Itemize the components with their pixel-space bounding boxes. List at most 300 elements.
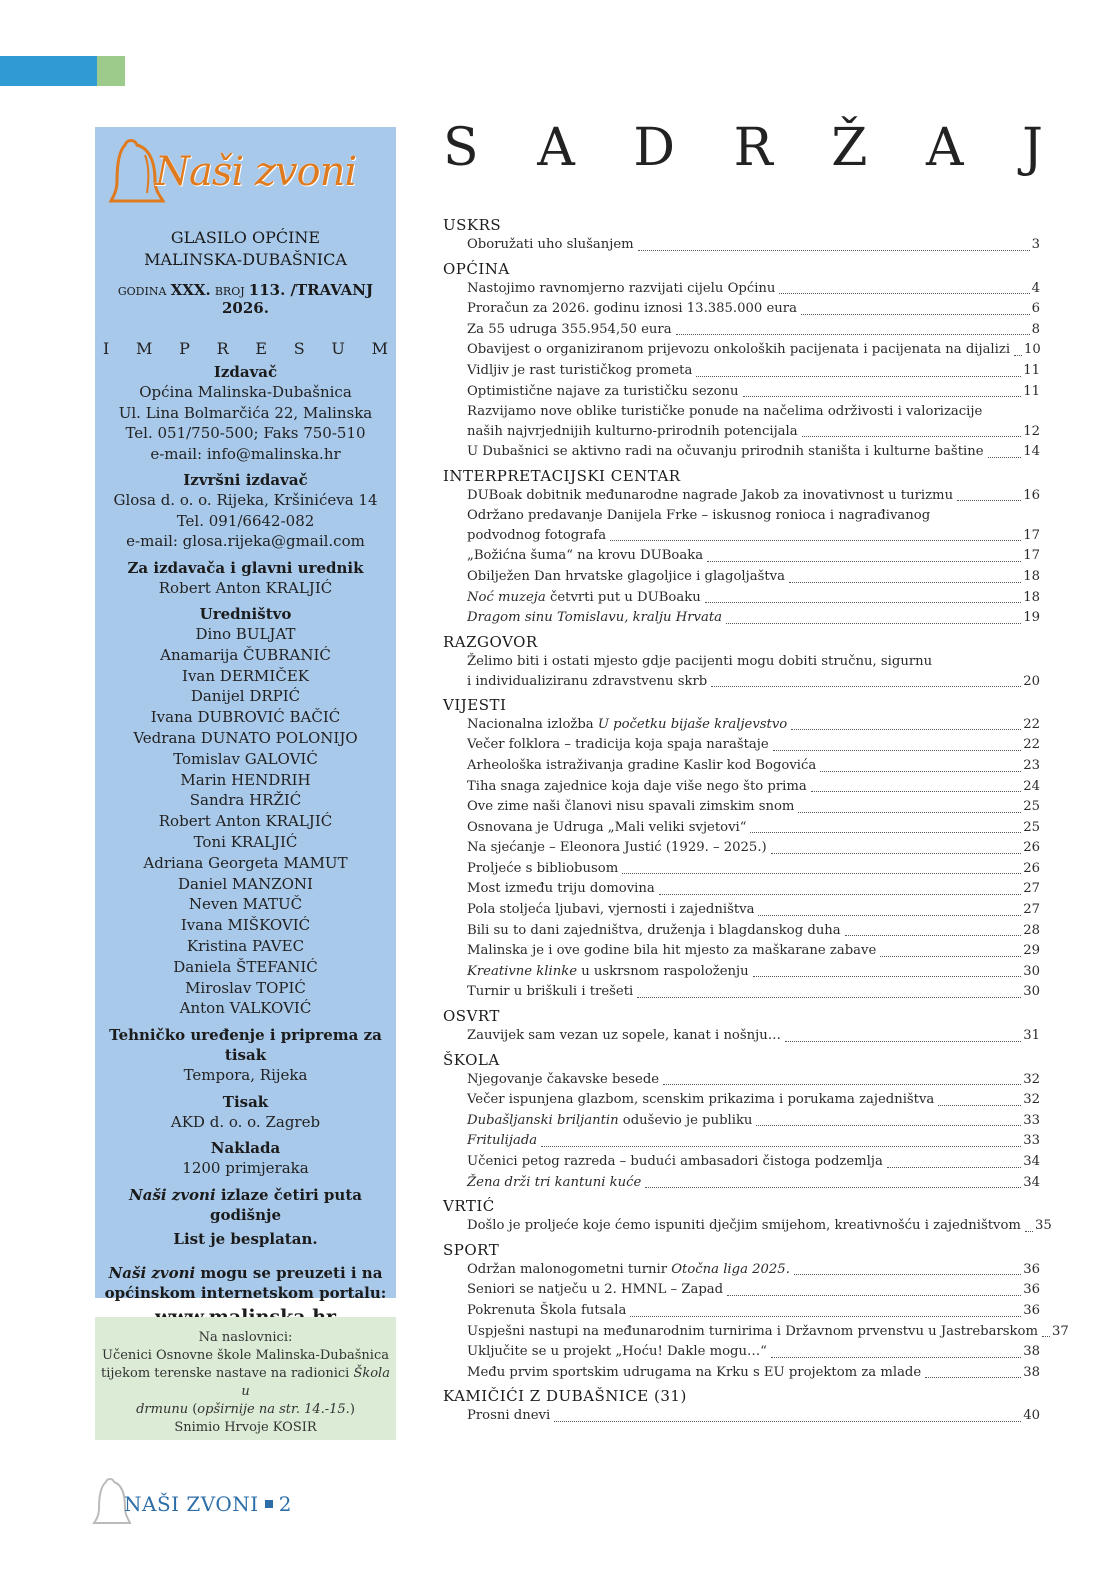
toc-page-number: 19 [1023, 610, 1040, 626]
toc-entry-title [467, 1363, 921, 1384]
masthead-logo [95, 127, 396, 223]
toc-leader-dots [707, 561, 1021, 562]
toc-entry-title [467, 777, 807, 798]
toc-page-number: 28 [1023, 922, 1040, 938]
impresum-letter: P [179, 339, 190, 358]
toc-entry-title-italic: Dragom sinu Tomislavu, kralju Hrvata [467, 610, 723, 626]
staff-member: Adriana Georgeta MAMUT [143, 853, 348, 872]
toc-page-number: 17 [1023, 548, 1040, 564]
toc-entry-title [467, 1152, 883, 1173]
toc-entry[interactable] [443, 320, 1040, 341]
toc-entry[interactable] [443, 900, 1040, 921]
page-title [443, 118, 1043, 188]
staff-list [95, 624, 396, 1019]
publisher-line: Tel. 051/750-500; Faks 750-510 [125, 424, 366, 442]
toc-leader-dots [1042, 1336, 1050, 1337]
toc-page-number: 22 [1023, 716, 1040, 732]
toc-entry-title-cont: podvodnog fotografa [467, 528, 607, 544]
toc-section-heading: OSVRT [443, 1007, 500, 1026]
toc-entry-title-text: Proračun za 2026. godinu iznosi 13.385.000 eura [467, 301, 797, 317]
footer-square [265, 1500, 273, 1508]
staff-label: Uredništvo [199, 605, 292, 623]
toc-entry[interactable] [443, 608, 1040, 629]
toc-entry[interactable] [443, 442, 1040, 463]
circulation-label: Naklada [210, 1139, 281, 1158]
toc-leader-dots [726, 623, 1021, 624]
toc-entry-title-text: Oboružati uho slušanjem [467, 237, 634, 252]
toc-entry[interactable] [443, 1322, 1069, 1343]
toc-entry-title-text: DUBoak dobitnik međunarodne nagrade Jakob za inovativnost u turizmu [467, 487, 954, 503]
toc-section-heading: INTERPRETACIJSKI CENTAR [443, 466, 681, 485]
toc-page-number: 6 [1031, 301, 1040, 317]
toc-entry-title-text: Došlo je proljeće koje ćemo ispuniti dječjim smijehom, kreativnošću i zajedništvom [467, 1218, 1021, 1234]
toc-page-number: 23 [1023, 757, 1040, 773]
toc-page-number: 26 [1023, 860, 1040, 876]
toc-entry-title [467, 715, 787, 736]
toc-page-number: 11 [1023, 383, 1040, 399]
toc-entry[interactable] [443, 567, 1040, 588]
toc-leader-dots [630, 1316, 1021, 1317]
title-letter: D [633, 118, 676, 178]
toc-entry-row [467, 422, 1040, 442]
title-letter: A [926, 118, 964, 178]
toc-entry[interactable] [443, 818, 1040, 839]
toc-entry-title-italic: Otočna liga 2025. [671, 1261, 790, 1277]
toc-leader-dots [794, 1274, 1021, 1275]
toc-section-heading: KAMIČIĆI Z DUBAŠNICE (31) [443, 1387, 687, 1406]
toc-entry[interactable] [443, 879, 1040, 900]
editor-label: Za izdavača i glavni urednik [127, 558, 364, 577]
toc-entry[interactable] [443, 941, 1040, 962]
toc-entry[interactable] [443, 1342, 1040, 1363]
toc-leader-dots [880, 956, 1021, 957]
toc-entry-title [467, 235, 634, 256]
cover-line3 [95, 1401, 396, 1419]
toc-entry[interactable] [443, 859, 1040, 880]
footer-publication: NAŠI ZVONI [124, 1492, 259, 1516]
staff-member: Vedrana DUNATO POLONIJO [133, 728, 358, 747]
download-italic: Naši zvoni [108, 1263, 196, 1282]
toc-entry-title [467, 567, 785, 588]
toc-entry[interactable] [443, 777, 1040, 798]
toc-entry[interactable] [443, 1301, 1040, 1322]
download-text [95, 1263, 396, 1283]
page-footer [92, 1476, 392, 1532]
frequency-rest: izlaze četiri puta godišnje [209, 1185, 362, 1224]
download-rest: mogu se preuzeti i na [195, 1263, 383, 1282]
cover-line3d: ) [349, 1402, 355, 1417]
toc-entry-title [467, 1026, 781, 1047]
cover-line3b: ( [188, 1402, 198, 1417]
toc-page-number: 16 [1023, 487, 1040, 503]
toc-entry-title [467, 1322, 1038, 1343]
toc-entry-title-text: Uključite se u projekt „Hoću! Dakle mogu…“ [467, 1344, 767, 1360]
toc-section-heading: SPORT [443, 1240, 500, 1259]
toc-leader-dots [659, 894, 1021, 895]
toc-page-number: 22 [1023, 737, 1040, 753]
toc-page-number: 25 [1023, 819, 1040, 835]
staff-member: Marin HENDRIH [180, 770, 311, 789]
toc-page-number: 38 [1023, 1364, 1040, 1380]
toc-entry-title-cont: i individualiziranu zdravstvenu skrb [467, 673, 708, 689]
toc-entry[interactable] [443, 1260, 1040, 1281]
toc-entry-title [467, 1260, 790, 1281]
toc-entry[interactable] [443, 1216, 1052, 1237]
print-value: AKD d. o. o. Zagreb [170, 1112, 321, 1131]
toc-page-number: 20 [1023, 673, 1040, 689]
toc-entry-title: Održano predavanje Danijela Frke – iskusnog ronioca i nagrađivanog [467, 508, 931, 524]
toc-entry-title [467, 608, 722, 629]
toc-leader-dots [798, 812, 1021, 813]
toc-entry[interactable] [443, 962, 1040, 983]
toc-leader-dots [811, 791, 1022, 792]
frequency-text [95, 1185, 396, 1225]
footer-title [124, 1492, 292, 1516]
cover-line2b: Škola u [241, 1366, 390, 1399]
toc-leader-dots [750, 832, 1021, 833]
toc-entry[interactable] [443, 1070, 1040, 1091]
toc-leader-dots [988, 457, 1022, 458]
toc-entry-title-text: Osnovana je Udruga „Mali veliki svjetovi“ [467, 819, 747, 835]
toc-leader-dots [645, 1187, 1021, 1188]
toc-page-number: 10 [1024, 342, 1041, 358]
toc-leader-dots [938, 1105, 1021, 1106]
toc-entry-title-italic: Žena drži tri kantuni kuće [467, 1174, 642, 1190]
toc-entry[interactable] [443, 1406, 1040, 1427]
toc-entry[interactable] [443, 546, 1040, 567]
toc-entry-title [467, 1216, 1021, 1237]
toc-page-number: 29 [1023, 943, 1040, 959]
cover-line3c: opširnije na str. 14.-15. [197, 1402, 350, 1417]
toc-entry-title-text: Među prvim sportskim udrugama na Krku s EU projektom za mlade [467, 1364, 922, 1380]
toc-leader-dots [925, 1377, 1021, 1378]
exec-publisher-line: Glosa d. o. o. Rijeka, Kršinićeva 14 [113, 491, 378, 509]
toc-entry-title-text: Ove zime naši članovi nisu spavali zimskim snom [467, 799, 795, 815]
toc-leader-dots [773, 750, 1022, 751]
toc-entry-title-text: Učenici petog razreda – budući ambasadori čistoga podzemlja [467, 1154, 883, 1169]
toc-page-number: 30 [1023, 984, 1040, 1000]
toc-entry-title [467, 879, 655, 900]
toc-entry[interactable] [443, 921, 1040, 942]
toc-entry-title-text: Obavijest o organiziranom prijevozu onkoloških pacijenata i pacijenata na dijalizi [467, 342, 1011, 358]
toc-page-number: 12 [1023, 424, 1040, 440]
issue-info [95, 281, 396, 317]
toc-entry-title [467, 1342, 767, 1363]
print-label: Tisak [222, 1092, 269, 1111]
toc-page-number: 33 [1023, 1133, 1040, 1149]
toc-leader-dots [1025, 1231, 1033, 1232]
toc-entry-title [467, 1280, 723, 1301]
toc-entry-title-text: Pola stoljeća ljubavi, vjernosti i zajedništva [467, 902, 755, 918]
toc-entry-title [467, 982, 633, 1003]
toc-entry-title-text: Turnir u briškuli i trešeti [467, 984, 634, 1000]
toc-entry-title [467, 1111, 752, 1132]
toc-entry-title-text: četvrti put u DUBoaku [545, 589, 701, 605]
toc-page-number: 26 [1023, 840, 1040, 856]
table-of-contents [443, 215, 1069, 1427]
issue-number: 113. /TRAVANJ 2026. [222, 281, 374, 317]
staff-member: Ivana MIŠKOVIĆ [180, 916, 311, 935]
staff-member: Anamarija ČUBRANIĆ [160, 645, 331, 664]
toc-entry[interactable] [443, 402, 1040, 442]
toc-page-number: 40 [1023, 1408, 1040, 1424]
frequency-italic: Naši zvoni [129, 1185, 216, 1204]
staff-member: Sandra HRŽIĆ [189, 791, 302, 810]
toc-section-heading: ŠKOLA [443, 1050, 500, 1069]
toc-leader-dots [887, 1167, 1021, 1168]
toc-entry-title-text: Uspješni nastupi na međunarodnim turnirima i Državnom prvenstvu u Jastrebarskom [467, 1323, 1038, 1339]
toc-entry-title [467, 735, 769, 756]
toc-entry[interactable] [443, 588, 1040, 609]
toc-leader-dots [785, 1041, 1021, 1042]
toc-entry-title-text: Vidljiv je rast turističkog prometa [467, 362, 693, 378]
staff-member: Dino BULJAT [195, 625, 296, 643]
toc-entry[interactable] [443, 361, 1040, 382]
toc-entry[interactable] [443, 506, 1040, 546]
staff-member: Neven MATUČ [188, 895, 303, 914]
toc-leader-dots [845, 935, 1022, 936]
publisher-label: Izdavač [213, 363, 278, 381]
toc-section-heading: VRTIĆ [443, 1197, 495, 1216]
toc-entry-title-text: Nacionalna izložba [467, 716, 598, 732]
toc-page-number: 32 [1023, 1092, 1040, 1108]
toc-entry-title: Razvijamo nove oblike turističke ponude na načelima održivosti i valorizacije [467, 404, 983, 420]
toc-leader-dots [610, 540, 1021, 541]
staff-member: Robert Anton KRALJIĆ [158, 812, 333, 831]
toc-leader-dots [622, 873, 1021, 874]
editor-name: Robert Anton KRALJIĆ [158, 578, 333, 597]
impresum-letter: U [331, 339, 345, 358]
toc-entry-title-text: Večer ispunjena glazbom, scenskim prikazima i porukama zajedništva [467, 1092, 935, 1108]
toc-entry-title-italic: Kreativne klinke [467, 963, 577, 979]
toc-entry-title [467, 1406, 550, 1427]
toc-entry-title [467, 320, 672, 341]
issue-year: XXX. [170, 281, 211, 299]
toc-page-number: 27 [1023, 902, 1040, 918]
toc-entry-title: Želimo biti i ostati mjesto gdje pacijenti mogu dobiti stručnu, sigurnu [467, 653, 933, 669]
toc-entry-title [467, 382, 739, 403]
toc-entry-title-text: Proljeće s bibliobusom [467, 860, 619, 876]
issue-word: BROJ [214, 285, 245, 298]
toc-leader-dots [705, 602, 1022, 603]
toc-entry-title [467, 921, 841, 942]
toc-entry[interactable] [443, 486, 1040, 507]
publisher-line: Ul. Lina Bolmarčića 22, Malinska [118, 403, 373, 422]
toc-entry-title-text: Malinska je i ove godine bila hit mjesto za maškarane zabave [467, 943, 877, 959]
toc-leader-dots [541, 1146, 1021, 1147]
toc-entry-row [467, 526, 1040, 546]
toc-page-number: 8 [1031, 321, 1040, 337]
toc-entry[interactable] [443, 1280, 1040, 1301]
toc-leader-dots [791, 729, 1021, 730]
toc-entry-title-text: Arheološka istraživanja gradine Kaslir kod Bogovića [467, 757, 817, 773]
toc-entry[interactable] [443, 735, 1040, 756]
staff-member: Miroslav TOPIĆ [185, 978, 306, 997]
toc-leader-dots [676, 334, 1030, 335]
toc-entry-title [467, 361, 692, 382]
toc-entry[interactable] [443, 1173, 1040, 1194]
cover-caption [95, 1317, 396, 1440]
toc-entry[interactable] [443, 1152, 1040, 1173]
impresum-letter: I [103, 339, 110, 358]
toc-leader-dots [801, 314, 1030, 315]
cover-line2 [95, 1365, 396, 1401]
toc-entry-title [467, 900, 754, 921]
staff-member: Ivan DERMIČEK [182, 666, 309, 685]
page-number: 2 [278, 1492, 292, 1516]
toc-page-number: 4 [1031, 280, 1040, 296]
toc-page-number: 36 [1023, 1282, 1040, 1298]
toc-leader-dots [758, 915, 1021, 916]
toc-entry[interactable] [443, 340, 1040, 361]
toc-entry-title-cont: naših najvrjednijih kulturno-prirodnih potencijala [467, 424, 798, 440]
toc-page-number: 35 [1034, 1218, 1052, 1234]
toc-entry-title-text: U Dubašnici se aktivno radi na očuvanju prirodnih staništa i kulturne baštine [467, 444, 984, 460]
toc-entry[interactable] [443, 1026, 1040, 1047]
toc-entry-title-text: Obilježen Dan hrvatske glagoljice i glagoljaštva [467, 568, 785, 584]
toc-entry[interactable] [443, 1131, 1040, 1152]
issue-prefix: GODINA [117, 285, 167, 298]
toc-entry-title-text: Nastojimo ravnomjerno razvijati cijelu Općinu [467, 280, 776, 296]
exec-publisher-label: Izvršni izdavač [183, 471, 308, 489]
toc-entry[interactable] [443, 797, 1040, 818]
title-letter: S [443, 118, 479, 178]
toc-entry-title-text: u uskrsnom raspoloženju [577, 963, 749, 979]
exec-publisher-email: e-mail: glosa.rijeka@gmail.com [126, 532, 365, 550]
toc-leader-dots [789, 582, 1021, 583]
toc-leader-dots [756, 1125, 1021, 1126]
toc-leader-dots [753, 976, 1022, 977]
toc-leader-dots [638, 250, 1030, 251]
toc-entry-title-text: Pokrenuta Škola futsala [467, 1302, 627, 1318]
toc-leader-dots [711, 686, 1021, 687]
toc-entry[interactable] [443, 838, 1040, 859]
toc-entry[interactable] [443, 652, 1040, 692]
publisher-line: Općina Malinska-Dubašnica [139, 383, 352, 401]
staff-member: Tomislav GALOVIĆ [173, 749, 318, 768]
toc-entry-title [467, 818, 746, 839]
logo-text: Naši zvoni [155, 149, 357, 195]
top-accent-blue [0, 56, 97, 86]
toc-entry[interactable] [443, 715, 1040, 736]
tech-label: Tehničko uređenje i priprema za tisak [109, 1026, 382, 1065]
toc-page-number: 34 [1023, 1154, 1040, 1169]
toc-page-number: 38 [1023, 1344, 1040, 1360]
toc-page-number: 37 [1051, 1323, 1069, 1339]
toc-entry-title [467, 340, 1010, 361]
toc-entry-title-text: oduševio je publiku [618, 1112, 753, 1128]
toc-leader-dots [743, 396, 1022, 397]
staff-member: Danijel DRPIĆ [190, 687, 301, 706]
toc-entry[interactable] [443, 756, 1040, 777]
publisher-email: e-mail: info@malinska.hr [150, 444, 341, 463]
toc-page-number: 18 [1023, 568, 1040, 584]
impresum-heading [95, 339, 396, 358]
tech-value: Tempora, Rijeka [183, 1066, 308, 1085]
toc-entry[interactable] [443, 1090, 1040, 1111]
toc-page-number: 11 [1023, 362, 1040, 378]
impresum-panel [95, 127, 396, 1302]
toc-entry-title [467, 486, 953, 507]
toc-entry[interactable] [443, 382, 1040, 403]
toc-leader-dots [727, 1295, 1021, 1296]
title-letter: J [1022, 118, 1043, 178]
toc-entry-title [467, 299, 797, 320]
toc-leader-dots [696, 376, 1021, 377]
toc-entry-title-text: Bili su to dani zajedništva, druženja i blagdanskog duha [467, 922, 841, 938]
impresum-letter: R [216, 339, 229, 358]
toc-leader-dots [771, 1357, 1021, 1358]
cover-line1: Učenici Osnovne škole Malinska-Dubašnica [101, 1348, 389, 1363]
toc-entry-title [467, 797, 794, 818]
toc-entry-title-italic: U početku bijaše kraljevstvo [597, 716, 788, 732]
toc-page-number: 31 [1023, 1028, 1040, 1044]
circulation-value: 1200 primjeraka [182, 1159, 309, 1178]
toc-section-heading: USKRS [443, 216, 502, 234]
toc-entry[interactable] [443, 1363, 1040, 1384]
title-letter: A [537, 118, 575, 178]
impresum-letter: E [255, 339, 268, 358]
toc-page-number: 3 [1031, 237, 1040, 252]
toc-entry-title [467, 1173, 641, 1194]
toc-entry-title-text: Večer folklora – tradicija koja spaja naraštaje [467, 737, 769, 753]
toc-entry[interactable] [443, 982, 1040, 1003]
toc-entry-row [467, 672, 1040, 692]
cover-line3a: drmunu [136, 1402, 189, 1417]
toc-entry-title [467, 859, 618, 880]
toc-entry-title [467, 941, 876, 962]
toc-page-number: 17 [1023, 528, 1040, 544]
download-line2: općinskom internetskom portalu: [104, 1283, 387, 1302]
toc-entry-title-text: „Božićna šuma“ na krovu DUBoaka [467, 548, 704, 564]
toc-entry[interactable] [443, 299, 1040, 320]
toc-leader-dots [802, 436, 1022, 437]
staff-member: Ivana DUBROVIĆ BAČIĆ [150, 708, 341, 727]
toc-entry[interactable] [443, 279, 1040, 300]
toc-entry-title [467, 756, 816, 777]
toc-leader-dots [779, 293, 1029, 294]
staff-member: Daniela ŠTEFANIĆ [173, 957, 318, 976]
toc-entry[interactable] [443, 235, 1040, 256]
impresum-letter: M [136, 339, 153, 358]
staff-member: Kristina PAVEC [186, 936, 305, 955]
title-letter: R [733, 118, 773, 178]
toc-page-number: 34 [1023, 1174, 1040, 1190]
toc-entry-title [467, 962, 749, 983]
toc-page-number: 36 [1023, 1261, 1040, 1277]
toc-page-number: 27 [1023, 881, 1040, 897]
toc-page-number: 18 [1023, 589, 1040, 605]
toc-entry-title [467, 588, 701, 609]
toc-entry-title-italic: Fritulijada [467, 1133, 538, 1149]
cover-line2a: tijekom terenske nastave na radionici [101, 1366, 354, 1381]
impresum-letter: M [371, 339, 388, 358]
toc-page-number: 24 [1023, 778, 1040, 794]
toc-entry-title-text: Na sjećanje – Eleonora Justić (1929. – 2025.) [467, 840, 767, 856]
toc-entry-title [467, 546, 703, 567]
staff-member: Anton VALKOVIĆ [179, 999, 312, 1018]
impresum-letter: S [293, 339, 305, 358]
toc-entry[interactable] [443, 1111, 1040, 1132]
free-text: List je besplatan. [173, 1229, 318, 1248]
masthead-line1: GLASILO OPĆINE [170, 228, 321, 247]
toc-page-number: 25 [1023, 799, 1040, 815]
toc-page-number: 14 [1023, 444, 1040, 460]
exec-publisher-line: Tel. 091/6642-082 [176, 511, 315, 530]
toc-leader-dots [663, 1084, 1021, 1085]
toc-entry-title-text: Prosni dnevi [467, 1408, 551, 1424]
toc-leader-dots [820, 771, 1021, 772]
